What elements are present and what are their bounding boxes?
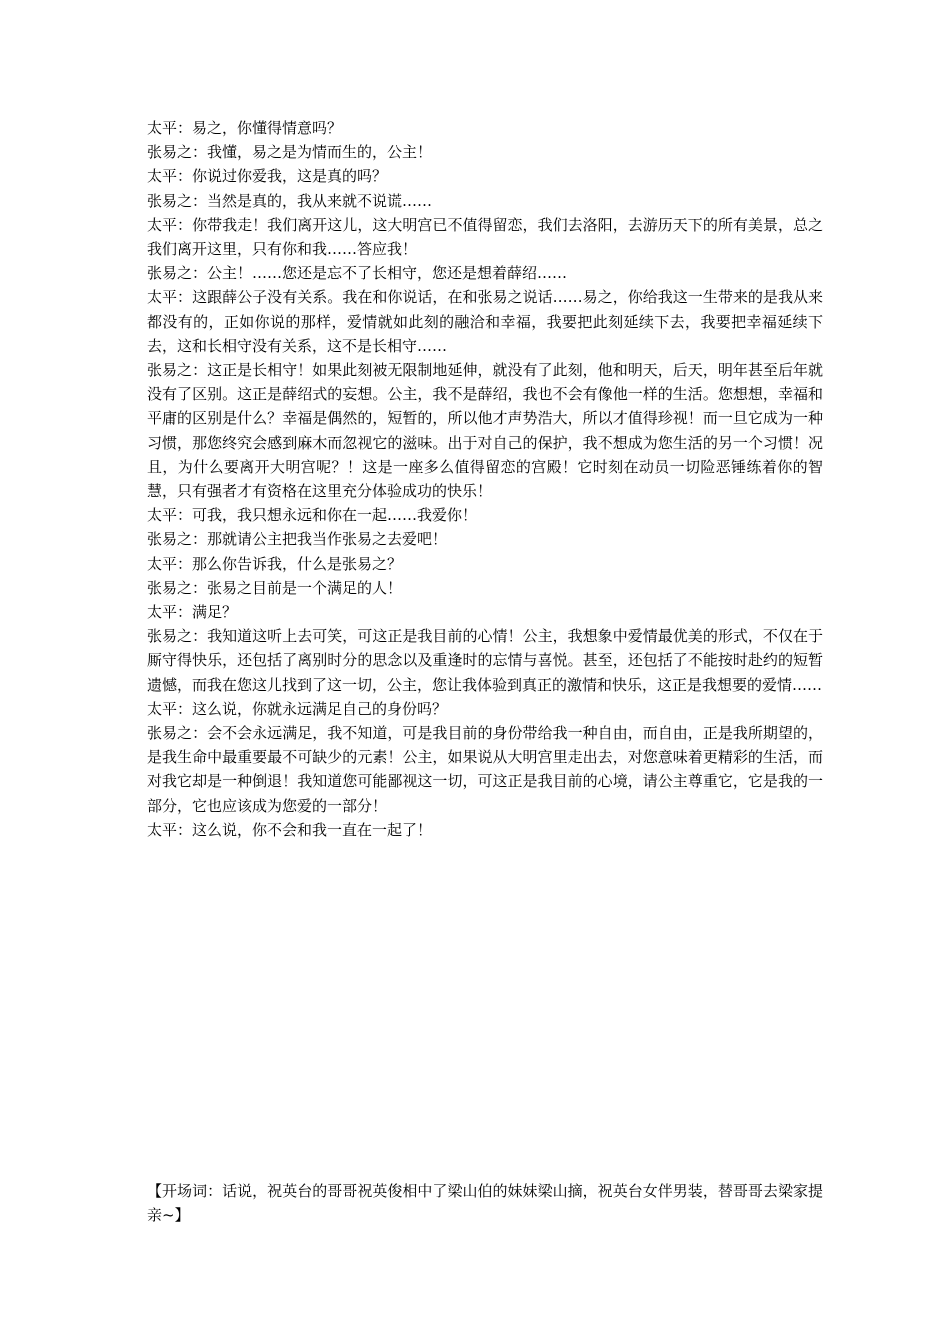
dialogue-line: 张易之：张易之目前是一个满足的人！ xyxy=(147,578,403,597)
dialogue-line: 张易之：这正是长相守！如果此刻被无限制地延伸，就没有了此刻，他和明天，后天，明年甚至后年就没有了区别。这正是薛绍式的妄想。公主，我不是薛绍，我也不会有像他一样的生活。您想想，幸福和平庸的区别是什么？幸福是偶然的，短暂的，所以他才声势浩大，所以才值得珍视！而一旦它成为一种习惯，那您终究会感到麻木而忽视它的滋味。出于对自己的保护，我不想成为您生活的另一个习惯！况且，为什么要离开大明宫呢？！这是一座多么值得留恋的宫殿！它时刻在动员一切险恶锤练着你的智慧，只有强者才有资格在这里充分体验成功的快乐！ xyxy=(147,361,823,501)
dialogue-line: 太平：可我，我只想永远和你在一起……我爱你！ xyxy=(147,506,478,525)
opening-remarks-note: 【开场词：话说，祝英台的哥哥祝英俊相中了梁山伯的妹妹梁山摘，祝英台女伴男装，替哥哥去梁家提亲~】 xyxy=(147,1182,823,1225)
dialogue-line: 太平：你带我走！我们离开这儿，这大明宫已不值得留恋，我们去洛阳，去游历天下的所有美景，总之我们离开这里，只有你和我……答应我！ xyxy=(147,215,823,259)
dialogue-line: 太平：那么你告诉我，什么是张易之？ xyxy=(147,554,403,573)
dialogue-line: 张易之：当然是真的，我从来就不说谎…… xyxy=(147,191,433,210)
dialogue-line: 太平：你说过你爱我，这是真的吗？ xyxy=(147,167,388,186)
dialogue-line: 张易之：我懂，易之是为情而生的，公主！ xyxy=(147,143,433,162)
dialogue-line: 张易之：会不会永远满足，我不知道，可是我目前的身份带给我一种自由，而自由，正是我所期望的，是我生命中最重要最不可缺少的元素！公主，如果说从大明宫里走出去，对您意味着更精彩的生活，而对我它却是一种倒退！我知道您可能鄙视这一切，可这正是我目前的心境，请公主尊重它，它是我的一部分，它也应该成为您爱的一部分！ xyxy=(147,724,823,815)
dialogue-line: 太平：易之，你懂得情意吗？ xyxy=(147,119,343,137)
dialogue-line: 张易之：公主！……您还是忘不了长相守，您还是想着薛绍…… xyxy=(147,264,568,283)
dialogue-line: 太平：这跟薛公子没有关系。我在和你说话，在和张易之说话……易之，你给我这一生带来的是我从来都没有的，正如你说的那样，爱情就如此刻的融洽和幸福，我要把此刻延续下去，我要把幸福延续下去，这和长相守没有关系，这不是长相守…… xyxy=(147,288,823,355)
dialogue-line: 张易之：我知道这听上去可笑，可这正是我目前的心情！公主，我想象中爱情最优美的形式，不仅在于厮守得快乐，还包括了离别时分的思念以及重逢时的忘情与喜悦。甚至，还包括了不能按时赴约的短暂遗憾，而我在您这儿找到了这一切，公主，您让我体验到真正的激情和快乐，这正是我想要的爱情…… xyxy=(147,627,823,694)
dialogue-line: 太平：这么说，你不会和我一直在一起了！ xyxy=(147,820,433,839)
dialogue-line: 张易之：那就请公主把我当作张易之去爱吧！ xyxy=(147,530,448,549)
dialogue-line: 太平：这么说，你就永远满足自己的身份吗？ xyxy=(147,699,448,718)
dialogue-line: 太平：满足？ xyxy=(147,603,238,622)
dialogue-block xyxy=(147,116,823,842)
